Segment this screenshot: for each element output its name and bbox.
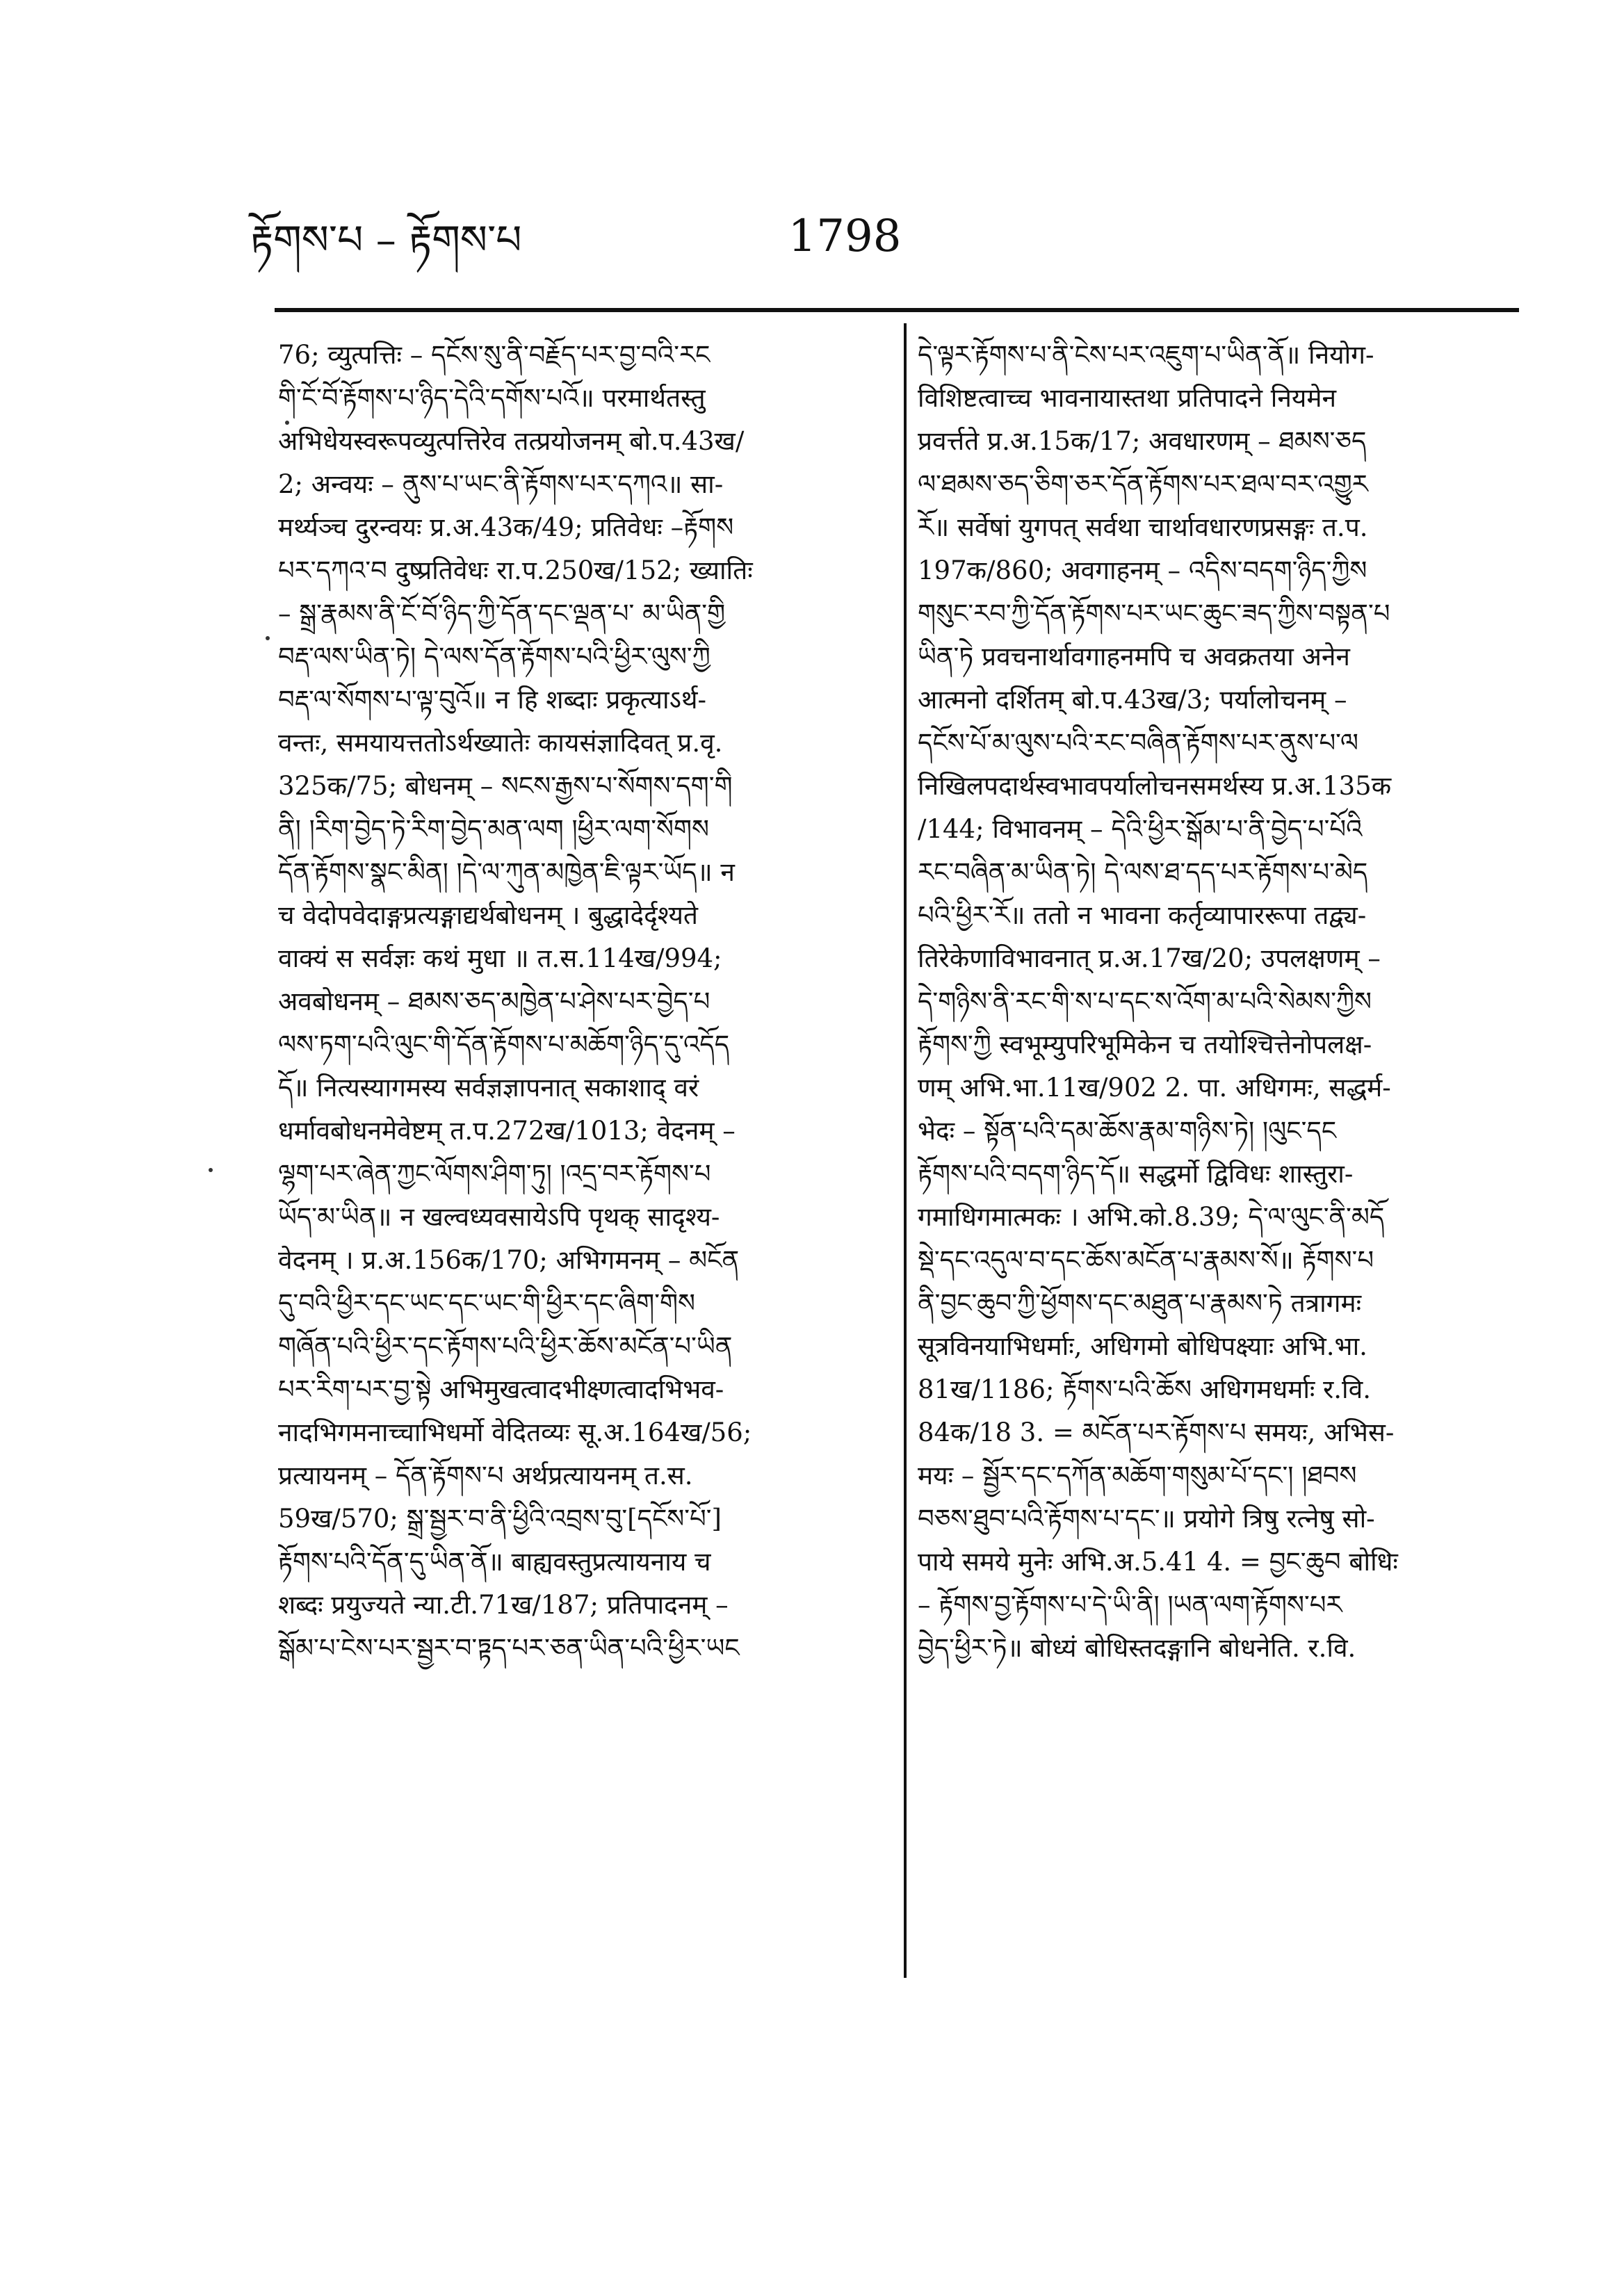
text-line: བརྡ་ལས་ཡིན་ཏེ། དེ་ལས་དོན་རྟོགས་པའི་ཕྱིར་ལུས་ཀྱི [278, 642, 710, 672]
header-rule [275, 308, 1519, 312]
text-line: वाक्यं स सर्वज्ञः कथं मुधा ॥ त.स.114ख/994; [278, 943, 722, 973]
text-line: བྱེད་ཕྱིར་ཏེ॥ बोध्यं बोधिस्तदङ्गानि बोधनेति. र.वि. [918, 1633, 1356, 1663]
text-line: वेदनम् । प्र.अ.156क/170; अभिगमनम् – མངོན [278, 1245, 740, 1275]
text-line: རྟོགས་པའི་བདག་ཉིད་དོ॥ सद्धर्मो द्विविधः शास्तुरा- [918, 1159, 1354, 1189]
text-line: निखिलपदार्थस्वभावपर्यालोचनसमर्थस्य प्र.अ.135क [918, 771, 1392, 801]
left-column [278, 334, 890, 1670]
text-line: གཞོན་པའི་ཕྱིར་དང་རྟོགས་པའི་ཕྱིར་ཆོས་མངོན་པ་ཡིན [278, 1331, 733, 1361]
text-line: णम् अभि.भा.11ख/902 2. पा. अधिगमः, सद्धर्म- [918, 1073, 1391, 1103]
text-line: च वेदोपवेदाङ्गप्रत्यङ्गाद्यर्थबोधनम् । बुद्धादेर्दृश्यते [278, 900, 699, 930]
text-line: གསུང་རབ་ཀྱི་དོན་རྟོགས་པར་ཡང་ཆུང་ཟད་ཀྱིས་བསྟན་པ [918, 599, 1390, 628]
text-line: अवबोधनम् – ཐམས་ཅད་མཁྱེན་པ་ཤེས་པར་བྱེད་པ [278, 986, 710, 1016]
text-line: प्रवर्त्तते प्र.अ.15क/17; अवधारणम् – ཐམས་ཅད [918, 426, 1367, 456]
text-line: དེ་གཉིས་ནི་རང་གི་ས་པ་དང་ས་འོག་མ་པའི་སེམས་ཀྱིས [918, 986, 1372, 1016]
running-head: རྟོགས་པ – རྟོགས་པ [250, 216, 522, 263]
text-line: ནི། །རིག་བྱེད་ཏེ་རིག་བྱེད་མན་ལག །ཕྱིར་ལག་སོགས [278, 814, 710, 844]
scan-speck [266, 636, 270, 640]
text-line: वन्तः, समयायत्ततोऽर्थख्यातेः कायसंज्ञादिवत् प्र.वृ. [278, 728, 723, 758]
scan-speck [209, 1168, 213, 1172]
text-line: आत्मनो दर्शितम् बो.प.43ख/3; पर्यालोचनम् – [918, 685, 1347, 715]
text-line: अभिधेयस्वरूपव्युत्पत्तिरेव तत्प्रयोजनम् बो.प.43ख/ [278, 426, 745, 456]
text-line: ཡོད་མ་ཡིན॥ न खल्वध्यवसायेऽपि पृथक् सादृश्य- [278, 1202, 720, 1232]
text-line: ནི་བྱང་ཆུབ་ཀྱི་ཕྱོགས་དང་མཐུན་པ་རྣམས་ཏེ तत्रागमः [918, 1288, 1362, 1318]
text-line: शब्दः प्रयुज्यते न्या.टी.71ख/187; प्रतिपादनम् – [278, 1590, 729, 1620]
text-line: – རྟོགས་བྱ་རྟོགས་པ་དེ་ཡི་ནི། །ཡན་ལག་རྟོགས་པར [918, 1590, 1342, 1620]
text-line: ལས་ཏག་པའི་ལུང་གི་དོན་རྟོགས་པ་མཆོག་ཉིད་དུ་འདོད [278, 1030, 730, 1059]
text-line: ལ་ཐམས་ཅད་ཅིག་ཅར་དོན་རྟོགས་པར་ཐལ་བར་འགྱུར [918, 469, 1368, 499]
text-line: विशिष्टत्वाच्च भावनायास्तथा प्रतिपादने नियमेन [918, 383, 1336, 413]
text-line: 325क/75; बोधनम् – སངས་རྒྱས་པ་སོགས་དག་གི [278, 771, 733, 801]
text-line: ཡིན་ཏེ प्रवचनार्थावगाहनमपि च अवक्रतया अनेन [918, 642, 1350, 672]
text-line: དེ་ལྟར་རྟོགས་པ་ནི་ངེས་པར་འཇུག་པ་ཡིན་ནོ॥ नियोग- [918, 340, 1374, 370]
text-line: རྟོགས་ཀྱི स्वभूम्युपरिभूमिकेन च तयोश्चित्तेनोपलक्ष- [918, 1030, 1372, 1059]
text-line: དོན་རྟོགས་སྣང་མིན། །དེ་ལ་ཀུན་མཁྱེན་ཇི་ལྟར་ཡོད॥ न [278, 857, 735, 887]
text-line: मर्थ्यञ्च दुरन्वयः प्र.अ.43क/49; प्रतिवेधः –རྟོགས [278, 512, 734, 542]
text-line: 84क/18 3. = མངོན་པར་རྟོགས་པ समयः, अभिस- [918, 1418, 1395, 1447]
text-line: प्रत्यायनम् – དོན་རྟོགས་པ अर्थप्रत्यायनम् त.स. [278, 1461, 693, 1491]
text-line: སྡེ་དང་འདུལ་བ་དང་ཆོས་མངོན་པ་རྣམས་སོ॥ རྟོགས་པ [918, 1245, 1374, 1275]
text-line: ལྷག་པར་ཞེན་ཀྱང་ལོགས་ཤིག་ཏུ། །འདྲ་བར་རྟོགས་པ [278, 1159, 711, 1189]
text-line: རྟོགས་པའི་དོན་དུ་ཡིན་ནོ॥ बाह्यवस्तुप्रत्यायनाय च [278, 1547, 711, 1577]
text-line: 59ख/570; སྒྲ་སྦྱར་བ་ནི་ཕྱིའི་འབྲས་བུ་[དངོས་པོ་] [278, 1504, 722, 1534]
text-line: – སྒྲ་རྣམས་ནི་ངོ་བོ་ཉིད་ཀྱི་དོན་དང་ལྡན་པ་ མ་ཡིན་གྱི [278, 599, 726, 628]
column-divider [904, 323, 907, 1978]
text-line: तिरेकेणाविभावनात् प्र.अ.17ख/20; उपलक्षणम् – [918, 943, 1381, 973]
text-line: सूत्रविनयाभिधर्माः, अधिगमो बोधिपक्ष्याः अभि.भा. [918, 1331, 1367, 1361]
text-line: སྒོམ་པ་ངེས་པར་སྦྱར་བ་ཏྟད་པར་ཅན་ཡིན་པའི་ཕྱིར་ཡང [278, 1633, 740, 1663]
text-line: गमाधिगमात्मकः । अभि.को.8.39; དེ་ལ་ལུང་ནི་མདོ [918, 1202, 1385, 1232]
text-line: /144; विभावनम् – དེའི་ཕྱིར་སྒོམ་པ་ནི་བྱེད་པ་པོའི [918, 814, 1363, 844]
text-line: དངོས་པོ་མ་ལུས་པའི་རང་བཞིན་རྟོགས་པར་ནུས་པ་ལ [918, 728, 1358, 758]
text-line: 197क/860; अवगाहनम् – འདིས་བདག་ཉིད་ཀྱིས [918, 555, 1367, 585]
text-line: 76; व्युत्पत्तिः – དངོས་སུ་ནི་བརྗོད་པར་བྱ་བའི་རང [278, 340, 710, 370]
text-line: पाये समये मुनेः अभि.अ.5.41 4. = བྱང་ཆུབ बोधिः [918, 1547, 1398, 1577]
text-line: དོ॥ नित्यस्यागमस्य सर्वज्ञज्ञापनात् सकाशाद् वरं [278, 1073, 699, 1103]
text-line: བཅས་ཐུབ་པའི་རྟོགས་པ་དང་॥ प्रयोगे त्रिषु रत्नेषु सो- [918, 1504, 1375, 1534]
text-line: धर्मावबोधनमेवेष्टम् त.प.272ख/1013; वेदनम् – [278, 1116, 736, 1146]
page-number: 1798 [788, 211, 902, 262]
text-line: གི་ངོ་བོ་རྟོགས་པ་ཉིད་དེའི་དགོས་པའོ॥ परमार्थतस्तु [278, 383, 706, 413]
text-line: པའི་ཕྱིར་རོ॥ ततो न भावना कर्तृव्यापाररूपा तद्व्य- [918, 900, 1367, 930]
text-line: དུ་བའི་ཕྱིར་དང་ཡང་དང་ཡང་གི་ཕྱིར་དང་ཞིག་གིས [278, 1288, 696, 1318]
right-column [918, 334, 1529, 1670]
text-line: नादभिगमनाच्चाभिधर्मो वेदितव्यः सू.अ.164ख/56; [278, 1418, 752, 1447]
text-line: པར་དཀའ་བ दुष्प्रतिवेधः रा.प.250ख/152; ख्यातिः [278, 555, 753, 585]
text-line: རང་བཞིན་མ་ཡིན་ཏེ། དེ་ལས་ཐ་དད་པར་རྟོགས་པ་མེད [918, 857, 1368, 887]
text-line: རོ॥ सर्वेषां युगपत् सर्वथा चार्थावधारणप्रसङ्गः त.प. [918, 512, 1368, 542]
text-line: मयः – སྦྱོར་དང་དཀོན་མཆོག་གསུམ་པོ་དང་། །ཐབས [918, 1461, 1357, 1491]
text-line: བརྡ་ལ་སོགས་པ་ལྟ་བུའོ॥ न हि शब्दाः प्रकृत्याऽर्थ- [278, 685, 706, 715]
text-line: भेदः – སྟོན་པའི་དམ་ཆོས་རྣམ་གཉིས་ཏེ། །ལུང་དང [918, 1116, 1337, 1146]
text-line: 2; अन्वयः – ནུས་པ་ཡང་ནི་རྟོགས་པར་དཀའ॥ सा- [278, 469, 724, 499]
text-line: པར་རིག་པར་བྱ་སྟེ अभिमुखत्वादभीक्ष्णत्वादभिभव- [278, 1374, 724, 1404]
text-line: 81ख/1186; རྟོགས་པའི་ཆོས अधिगमधर्माः र.वि. [918, 1374, 1371, 1404]
